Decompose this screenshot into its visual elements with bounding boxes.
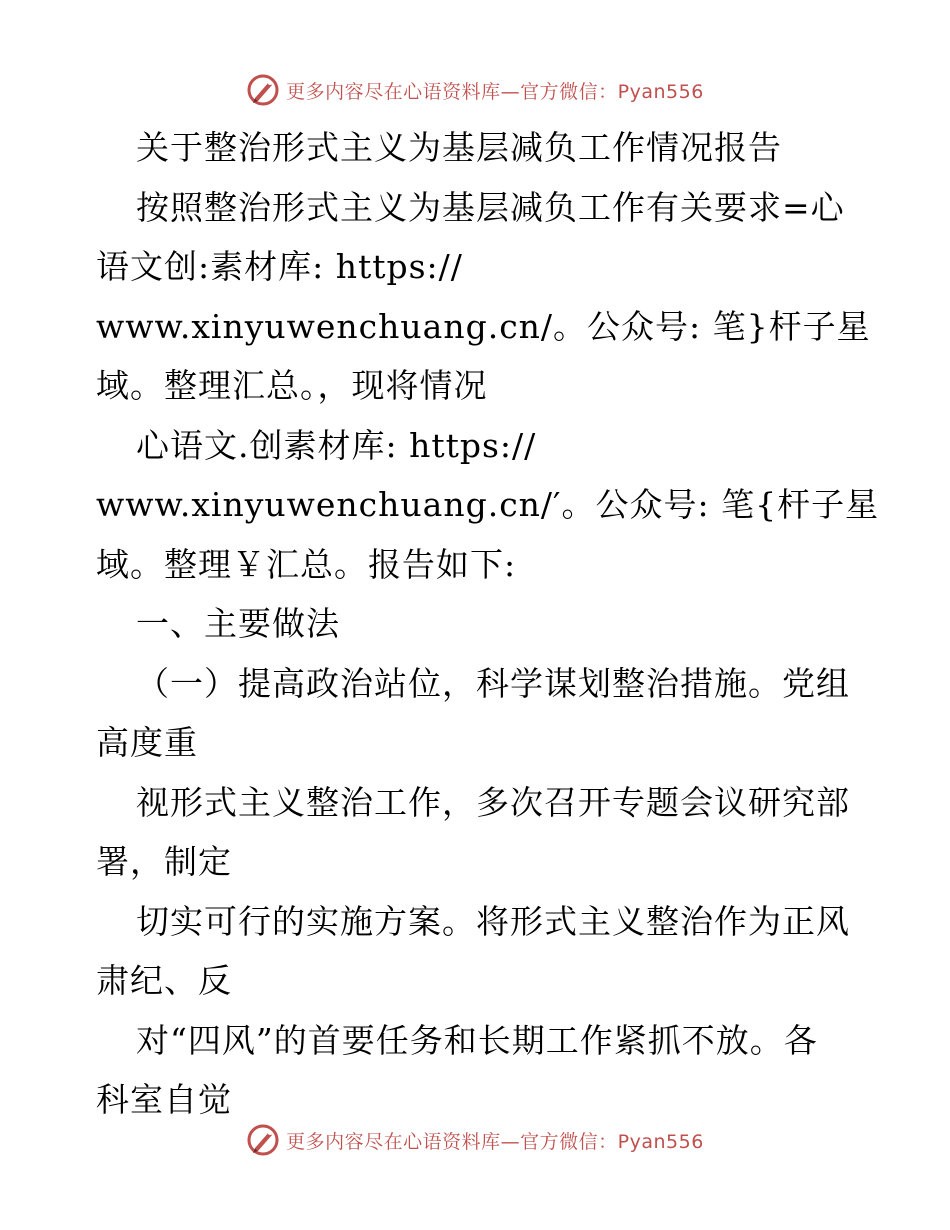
document-body [96,118,886,1130]
header-banner-text: 更多内容尽在心语资料库—官方微信：Pyan556 [286,80,704,103]
paragraph-line: www.xinyuwenchuang.cn/。公众号: 笔}杆子星 [96,306,871,346]
paragraph-line: 署，制定 [96,842,232,881]
paragraph-line: 肃纪、反 [96,961,232,1000]
paragraph-line: 语文创:素材库: https:// [96,247,463,286]
section-heading: 一、主要做法 [136,604,340,643]
paragraph-line: www.xinyuwenchuang.cn/′。公众号: 笔{杆子星 [96,485,880,524]
paragraph-line: 科室自觉 [96,1080,232,1119]
header-banner [0,70,950,110]
footer-banner-content [246,1123,704,1157]
paragraph-line: 域。整理汇总。，现将情况 [96,366,488,405]
paragraph-line: 心语文.创素材库: https:// [136,425,537,465]
paragraph-line: 高度重 [96,723,198,762]
writing-logo-icon [246,73,280,107]
writing-logo-icon [246,1123,280,1157]
header-banner-content [246,73,704,107]
paragraph-line: 按照整治形式主义为基层减负工作有关要求=心 [136,187,845,227]
paragraph-line: 域。整理￥汇总。报告如下: [96,544,517,584]
paragraph-line: 切实可行的实施方案。将形式主义整治作为正风 [136,901,850,941]
document-title: 关于整治形式主义为基层减负工作情况报告 [136,128,782,167]
footer-banner-text: 更多内容尽在心语资料库—官方微信：Pyan556 [286,1130,704,1153]
paragraph-line: （一）提高政治站位，科学谋划整治措施。党组 [136,663,850,703]
paragraph-line: 视形式主义整治工作，多次召开专题会议研究部 [136,782,850,822]
footer-banner [0,1120,950,1160]
paragraph-line: 对“四风”的首要任务和长期工作紧抓不放。各 [136,1020,818,1060]
